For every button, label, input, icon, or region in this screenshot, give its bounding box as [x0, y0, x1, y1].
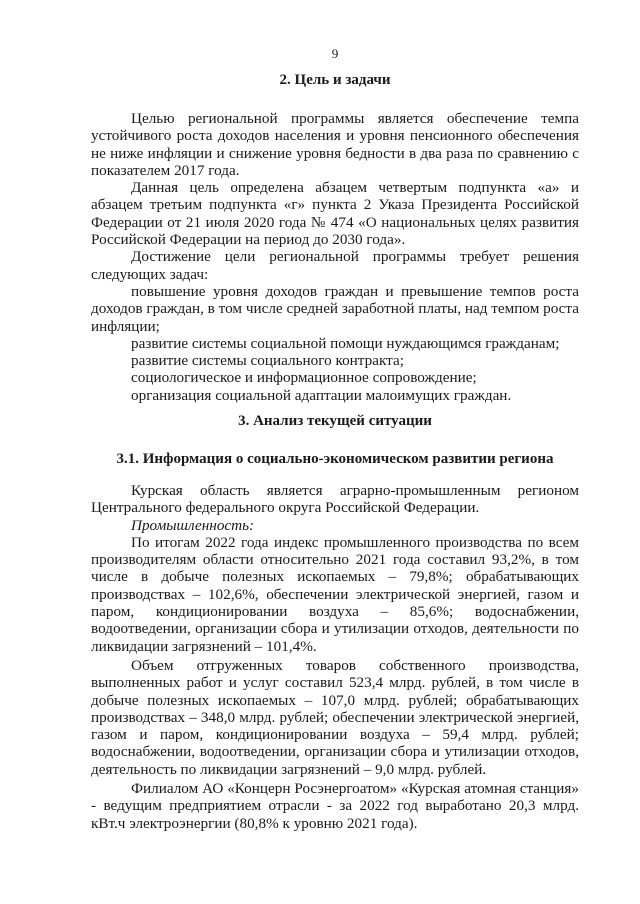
goal-basis-paragraph: Данная цель определена абзацем четвертым подпункта «а» и абзацем третьим подпункта «г» пункта 2 Указа Президента Российской Федерации от 21 июля 2020 года № 474 «О национальных целях развития Российской Федерации на период до 2030 года».: [91, 179, 579, 249]
industry-index-paragraph: По итогам 2022 года индекс промышленного производства по всем производителям области относительно 2021 года составил 93,2%, в том числе в добыче полезных ископаемых – 79,8%; обрабатывающих производствах – 102,6%, обеспечении электрической энергией, газом и паром, кондиционировании воздуха – 85,6%; водоснабжении, водоотведении, организации сбора и утилизации отходов, деятельности по ликвидации загрязнений – 101,4%.: [91, 533, 579, 655]
task-item: развитие системы социальной помощи нуждающимся гражданам;: [131, 334, 560, 352]
nuclear-plant-paragraph: Филиалом АО «Концерн Росэнергоатом» «Курская атомная станция» - ведущим предприятием отрасли - за 2022 год выработано 20,3 млрд. кВт.ч электроэнергии (80,8% к уровню 2021 года).: [91, 780, 579, 832]
section-3-1-title: 3.1. Информация о социально-экономическом развитии региона: [116, 451, 554, 467]
section-2-title: 2. Цель и задачи: [279, 72, 391, 88]
goal-paragraph: Целью региональной программы является обеспечение темпа устойчивого роста доходов населения и уровня пенсионного обеспечения не ниже инфляции и снижение уровня бедности в два раза по сравнению с показателем 2017 года.: [91, 110, 579, 179]
task-item: развитие системы социального контракта;: [131, 352, 404, 370]
task-item: социологическое и информационное сопровождение;: [131, 369, 477, 387]
region-paragraph: Курская область является аграрно-промышленным регионом Центрального федерального округа Российской Федерации.: [91, 482, 579, 517]
industry-label: Промышленность:: [131, 516, 255, 534]
section-3-body: [91, 482, 579, 832]
page-number: 9: [331, 46, 339, 61]
section-2-body: [91, 110, 579, 404]
shipped-goods-paragraph: Объем отгруженных товаров собственного производства, выполненных работ и услуг составил 523,4 млрд. рублей, в том числе в добыче полезных ископаемых – 107,0 млрд. рублей; обрабатывающих производствах – 348,0 млрд. рублей; обеспечении электрической энергией, газом и паром, кондиционировании воздуха – 59,4 млрд. рублей; водоснабжении, водоотведении, организации сбора и утилизации отходов, деятельность по ликвидации загрязнений – 9,0 млрд. рублей.: [91, 656, 579, 778]
tasks-intro-paragraph: Достижение цели региональной программы требует решения следующих задач:: [91, 248, 579, 283]
section-3-title: 3. Анализ текущей ситуации: [238, 413, 432, 429]
task-item: организация социальной адаптации малоимущих граждан.: [131, 386, 512, 404]
task-item: повышение уровня доходов граждан и превышение темпов роста доходов граждан, в том числе средней заработной платы, над темпом роста инфляции;: [91, 282, 579, 335]
